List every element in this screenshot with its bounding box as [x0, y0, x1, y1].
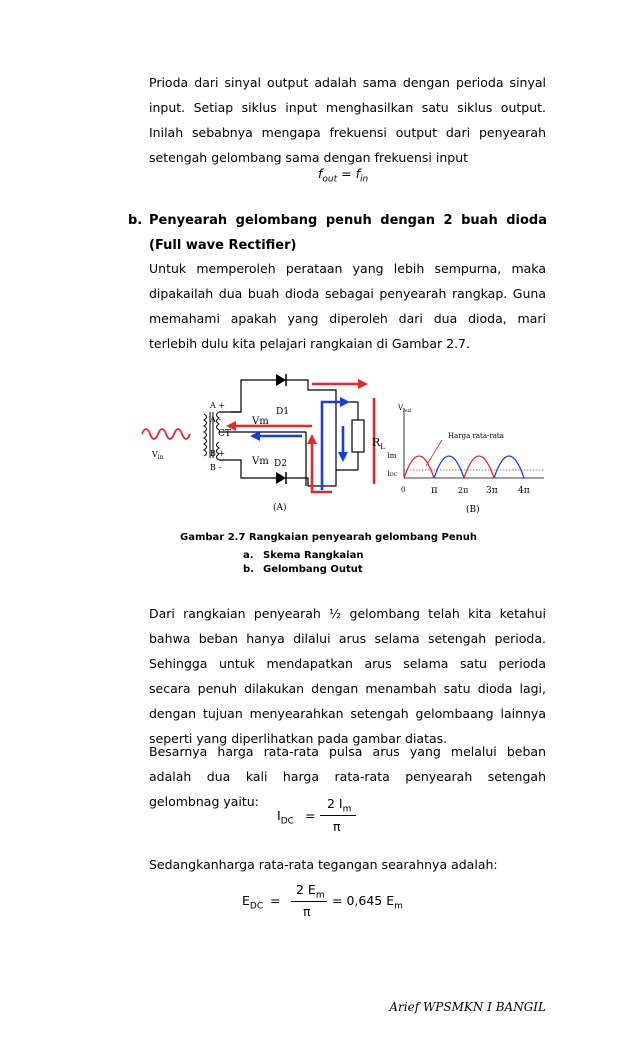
- figure-svg: [136, 366, 556, 526]
- formula-idc-num-sub: m: [342, 804, 352, 815]
- graph-harga-pointer: [426, 440, 442, 466]
- graph-label-harga: Harga rata-rata: [448, 432, 504, 440]
- formula-edc-lhs-sub: DC: [249, 901, 264, 912]
- formula-edc-denominator: π: [303, 904, 311, 919]
- graph-hump-2: [434, 456, 464, 478]
- formula-f-out: f: [318, 166, 323, 181]
- formula-edc-eq: =: [270, 893, 281, 908]
- caption-item-b-text: Gelombang Outut: [263, 564, 363, 575]
- formula-edc-num-main: 2 E: [296, 882, 316, 897]
- graph-label-idc: [387, 470, 398, 478]
- graph-label-im: Im: [387, 452, 397, 460]
- paragraph-period: Prioda dari sinyal output adalah sama dengan perioda sinyal input. Setiap siklus input menghasilkan satu siklus output. Inilah sebabnya mengapa frekuensi output dari penyearah setengah gelombang sama dengan frekuensi input: [149, 75, 546, 165]
- resistor-rl: [352, 420, 364, 452]
- formula-edc-fraction-bar: [291, 901, 327, 902]
- red-arrow-return-head: [307, 434, 317, 444]
- label-a-minus: A -: [210, 415, 222, 424]
- section-marker: b.: [128, 213, 143, 228]
- section-title: Penyearah gelombang penuh dengan 2 buah dioda (Full wave Rectifier): [149, 213, 547, 253]
- diode-d1-body: [276, 374, 286, 386]
- formula-edc-rhs: [332, 893, 403, 912]
- input-sine-wave: [142, 429, 190, 439]
- paragraph-average-current: Besarnya harga rata-rata pulsa arus yang melalui beban adalah dua kali harga rata-rata penyearah setengah gelombnag yaitu:: [149, 744, 546, 809]
- formula-idc-denominator: π: [333, 819, 341, 834]
- paragraph-average-voltage: Sedangkanharga rata-rata tegangan searahnya adalah:: [149, 857, 498, 872]
- formula-f-in-sub: in: [359, 174, 369, 185]
- formula-f-in: = f: [337, 166, 360, 181]
- label-vin-sub: in: [157, 454, 164, 461]
- graph-label-panel-b: (B): [466, 505, 480, 515]
- graph-tick-pi: π: [431, 485, 438, 496]
- formula-f-out-sub: out: [322, 174, 338, 185]
- graph-label-vout-sub: out: [403, 408, 412, 414]
- formula-idc-lhs: [277, 808, 294, 827]
- label-vin-main: V: [152, 450, 158, 459]
- red-arrow-top-head: [358, 379, 368, 389]
- graph-hump-3: [464, 456, 494, 478]
- figure-caption: Gambar 2.7 Rangkaian penyearah gelombang Penuh: [180, 532, 477, 543]
- label-rl-main: R: [372, 436, 381, 449]
- label-a-plus: A +: [210, 401, 226, 410]
- caption-item-a: [243, 549, 363, 563]
- label-ct: CT: [218, 429, 231, 439]
- graph-label-vout-main: V: [398, 404, 404, 412]
- formula-edc-num-sub: m: [315, 890, 325, 901]
- formula-idc-num-main: 2 I: [327, 796, 343, 811]
- graph-label-idc-main: I: [387, 470, 390, 478]
- caption-item-a-text: Skema Rangkaian: [263, 550, 364, 561]
- formula-edc-lhs-main: E: [242, 893, 250, 908]
- formula-edc-lhs: [242, 893, 263, 912]
- blue-arrow-path-head: [340, 397, 350, 407]
- label-b-plus: B +: [210, 449, 226, 458]
- graph-label-idc-sub: DC: [389, 472, 398, 478]
- caption-item-a-marker: a.: [243, 550, 254, 561]
- formula-idc-eq: =: [305, 808, 316, 823]
- caption-item-b-marker: b.: [243, 564, 254, 575]
- wire-top: [231, 380, 276, 412]
- graph-tick-4pi: 4π: [518, 486, 530, 496]
- label-d2: D2: [274, 459, 287, 469]
- formula-idc-lhs-sub: DC: [280, 816, 294, 827]
- formula-edc-rhs-sub: m: [394, 901, 403, 912]
- graph-tick-zero: 0: [401, 486, 406, 494]
- formula-frequency: [318, 166, 368, 185]
- formula-idc-numerator: [327, 796, 351, 815]
- page-footer: Arief WPSMKN I BANGIL: [389, 1000, 546, 1014]
- graph-tick-3pi: 3π: [486, 486, 498, 496]
- label-vm-top: Vm: [252, 416, 269, 427]
- paragraph-half-wave-recap: Dari rangkaian penyearah ½ gelombang telah kita ketahui bahwa beban hanya dilalui arus selama setengah perioda. Sehingga untuk mendapatkan arus selama satu perioda secara penuh dilakukan dengan menambah satu dioda lagi, dengan tujuan menyearahkan setengah gelombaang lainnya seperti yang diperlihatkan pada gambar diatas.: [149, 606, 546, 746]
- caption-item-b: [243, 563, 363, 577]
- graph-label-vout: [397, 404, 411, 414]
- label-d1: D1: [276, 407, 289, 417]
- label-panel-a: (A): [273, 503, 287, 513]
- section-heading-b: [128, 208, 548, 258]
- formula-idc-fraction-bar: [320, 815, 356, 816]
- graph-hump-4: [494, 456, 524, 478]
- label-b-minus: B -: [210, 463, 222, 472]
- graph-tick-2pi: 2π: [458, 486, 469, 495]
- diode-d2-body: [276, 472, 286, 484]
- transformer-primary: [204, 414, 207, 456]
- graph-hump-1: [404, 456, 434, 478]
- figure-caption-list: [243, 549, 363, 577]
- paragraph-intro-fullwave: Untuk memperoleh perataan yang lebih sempurna, maka dipakailah dua buah dioda sebagai penyearah rangkap. Guna memahami apakah yang diperoleh dari dua dioda, mari terlebih dulu kita pelajari rangkaian di Gambar 2.7.: [149, 261, 546, 351]
- figure-full-wave-rectifier: [136, 366, 556, 530]
- label-vm-bottom: Vm: [252, 456, 269, 467]
- formula-edc-rhs-main: = 0,645 E: [332, 893, 395, 908]
- blue-arrow-path: [322, 402, 342, 490]
- formula-edc-numerator: [296, 882, 325, 901]
- blue-arrow-load-head: [338, 452, 348, 462]
- label-vin: [151, 450, 164, 461]
- label-rl-sub: L: [380, 443, 385, 451]
- label-rl: [372, 436, 385, 451]
- formula-idc-lhs-main: I: [277, 808, 281, 823]
